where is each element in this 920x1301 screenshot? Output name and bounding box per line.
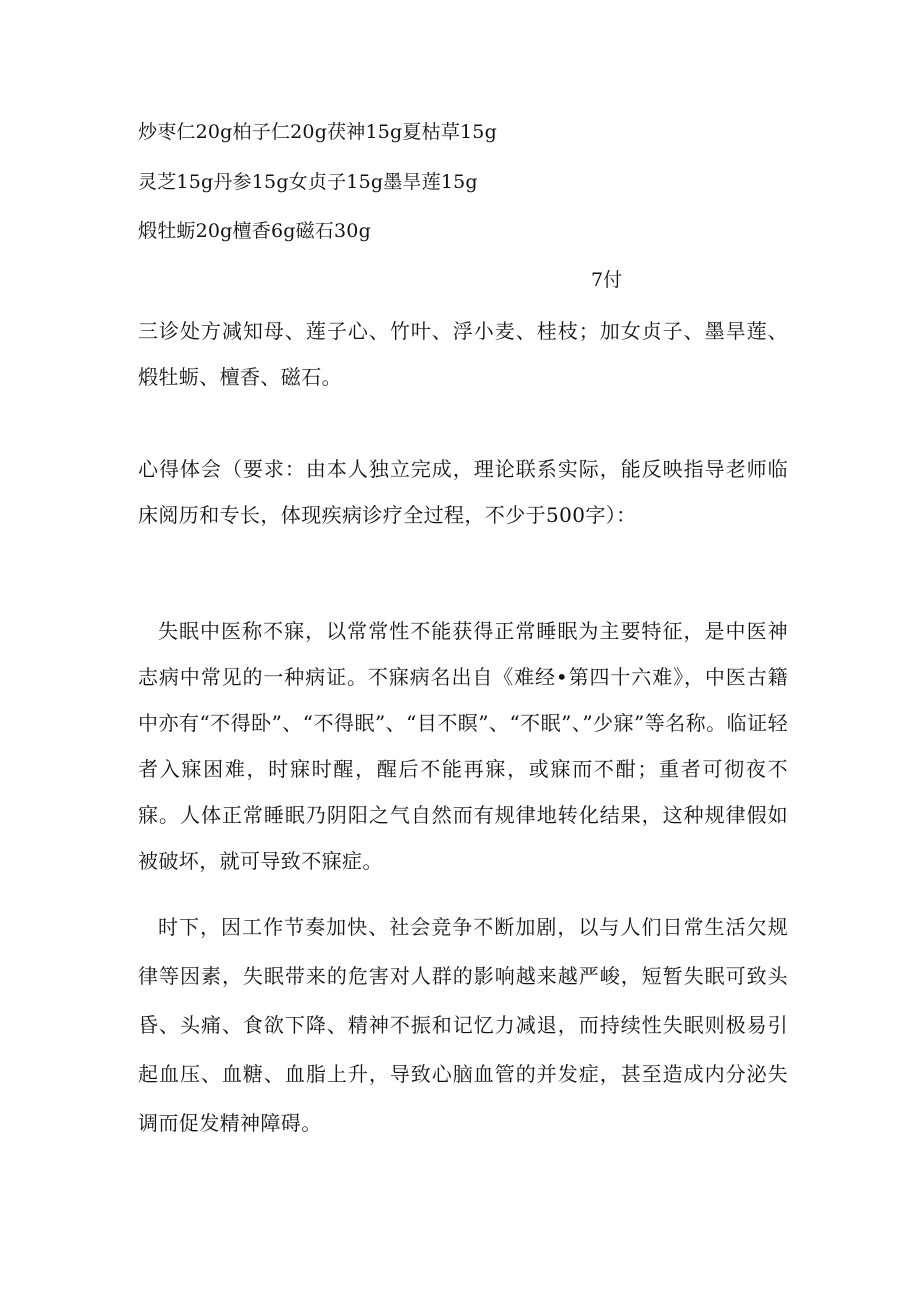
third-visit-note: 三诊处方减知母、莲子心、竹叶、浮小麦、桂枝；加女贞子、墨旱莲、煅牡蛎、檀香、磁石。 <box>138 319 788 389</box>
dose-count: 7付 <box>591 269 623 291</box>
prescription-line-3: 煅牡蛎20g檀香6g磁石30g <box>138 220 371 242</box>
paragraph-1: 失眠中医称不寐，以常常性不能获得正常睡眠为主要特征，是中医神志病中常见的一种病证。不寐病名出自《难经•第四十六难》，中医古籍中亦有“不得卧”、“不得眠”、“目不瞑”、“不眠”、”少寐”等名称。临证轻者入寐困难，时寐时醒，醒后不能再寐，或寐而不酣；重者可彻夜不寐。人体正常睡眠乃阴阳之气自然而有规律地转化结果，这种规律假如被破坏，就可导致不寐症。 <box>138 619 788 873</box>
prescription-line-1: 炒枣仁20g柏子仁20g茯神15g夏枯草15g <box>138 121 497 143</box>
paragraph-2: 时下，因工作节奏加快、社会竞争不断加剧，以与人们日常生活欠规律等因素，失眠带来的危害对人群的影响越来越严峻，短暂失眠可致头昏、头痛、食欲下降、精神不振和记忆力减退，而持续性失眠则极易引起血压、血糖、血脂上升，导致心脑血管的并发症，甚至造成内分泌失调而促发精神障碍。 <box>138 915 788 1135</box>
reflection-heading: 心得体会（要求：由本人独立完成，理论联系实际，能反映指导老师临床阅历和专长，体现疾病诊疗全过程，不少于500字）： <box>138 457 788 527</box>
prescription-line-2: 灵芝15g丹参15g女贞子15g墨旱莲15g <box>138 171 478 193</box>
